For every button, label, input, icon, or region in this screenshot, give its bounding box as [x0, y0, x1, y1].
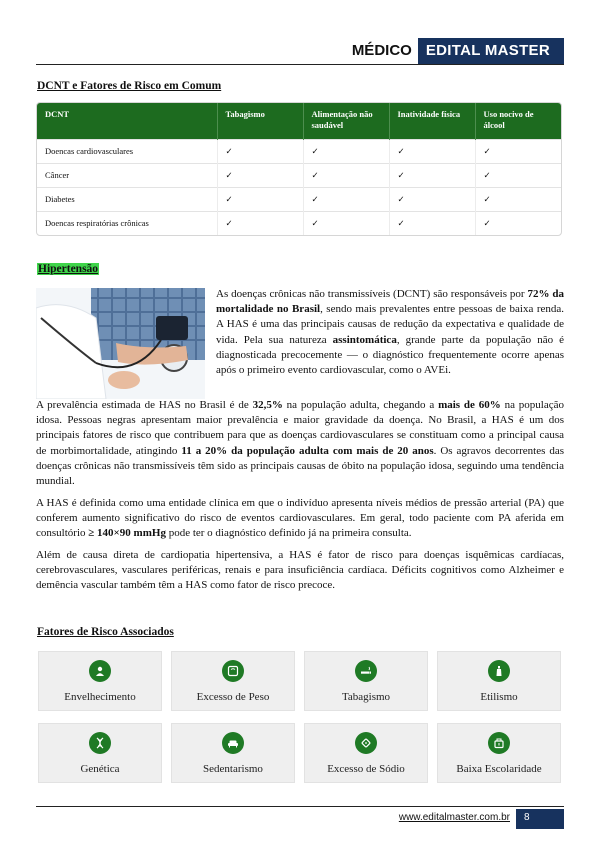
factor-label: Excesso de Peso [196, 691, 270, 703]
education-icon [488, 732, 510, 754]
header-rule [36, 64, 564, 65]
factor-card-excesso-peso [171, 651, 295, 711]
footer-rule [36, 806, 564, 807]
factor-card-excesso-sodio [304, 723, 428, 783]
table-cell: Doencas cardiovasculares [37, 139, 217, 163]
factor-label: Baixa Escolaridade [456, 763, 542, 775]
table-header-row [37, 103, 561, 139]
brand-medico: MÉDICO [351, 42, 412, 59]
couch-icon [222, 732, 244, 754]
check-icon: ✓ [217, 187, 303, 211]
check-icon: ✓ [303, 139, 389, 163]
check-icon: ✓ [303, 163, 389, 187]
risk-factor-grid [38, 651, 562, 783]
table-cell: Diabetes [37, 187, 217, 211]
table-cell: Câncer [37, 163, 217, 187]
fatores-title: Fatores de Risco Associados [37, 626, 174, 638]
factor-card-envelhecimento [38, 651, 162, 711]
factor-label: Etilismo [480, 691, 518, 703]
col-header: Alimentação não saudável [303, 103, 389, 139]
salt-icon [355, 732, 377, 754]
check-icon: ✓ [475, 187, 561, 211]
bottle-icon [488, 660, 510, 682]
factor-card-baixa-escolaridade [437, 723, 561, 783]
col-header: Uso nocivo de álcool [483, 109, 534, 131]
factor-label: Excesso de Sódio [327, 763, 405, 775]
cigarette-icon [355, 660, 377, 682]
check-icon: ✓ [217, 139, 303, 163]
factor-label: Envelhecimento [64, 691, 136, 703]
person-icon [89, 660, 111, 682]
factor-card-genetica [38, 723, 162, 783]
factor-card-sedentarismo [171, 723, 295, 783]
factor-card-tabagismo [304, 651, 428, 711]
factor-label: Tabagismo [341, 691, 391, 703]
check-icon: ✓ [475, 139, 561, 163]
footer [399, 809, 564, 829]
table-row [37, 187, 561, 211]
table-row [37, 139, 561, 163]
page-number: 8 [516, 809, 564, 829]
brand-edital-master: EDITAL MASTER [418, 38, 564, 64]
paragraph-prevalencia: A prevalência estimada de HAS no Brasil é de 32,5% na população adulta, chegando a mais de 60% na população idosa. Pessoas negras apresentam maior prevalência e maior gravidade da doença. No Brasil, a HAS é um dos principais fatores de risco que contribuem para que as doenças cardiovasculares se constituam como a principal causa de morbimortalidade, atingindo 11 a 20% da população adulta com mais de 20 anos. Os agravos decorrentes das doenças crônicas não transmissíveis têm sido as principais causas de óbito na população idosa, seguindo uma tendência mundial. [36, 399, 565, 488]
factor-card-etilismo [437, 651, 561, 711]
col-header: DCNT [37, 103, 217, 139]
check-icon: ✓ [303, 187, 389, 211]
doctor-measuring-bp-image [36, 288, 205, 399]
paragraph-definicao: A HAS é definida como uma entidade clínica em que o indivíduo apresenta níveis médios de pressão arterial (PA) que conferem aumento significativo do risco de eventos cardiovasculares. Em geral, todo paciente com PA aferida em consultório ≥ 140×90 mmHg pode ter o diagnóstico definido já na primeira consulta. [36, 497, 564, 540]
col-header: Tabagismo [217, 103, 303, 139]
check-icon: ✓ [389, 187, 475, 211]
check-icon: ✓ [217, 211, 303, 235]
header-brand [352, 38, 564, 64]
scale-icon [222, 660, 244, 682]
check-icon: ✓ [389, 163, 475, 187]
check-icon: ✓ [389, 139, 475, 163]
paragraph-dcnt: As doenças crônicas não transmissíveis (DCNT) são responsáveis por 72% da mortalidade no Brasil, sendo mais prevalentes entre pessoas de baixa renda. A HAS é uma das principais causas de redução da expectativa e qualidade de vida. Pela sua natureza assintomática, grande parte da população não é diagnosticada precocemente — o diagnóstico frequentemente ocorre apenas após o primeiro evento cardiovascular, como o AVEi. [216, 288, 565, 377]
table-section-title: DCNT e Fatores de Risco em Comum [37, 80, 222, 92]
check-icon: ✓ [217, 163, 303, 187]
paragraph-fator-risco: Além de causa direta de cardiopatia hipertensiva, a HAS é fator de risco para doenças isquêmicas cardíacas, cerebrovasculares, vasculares periféricas, renais e para insuficiência cardíaca. Déficits cognitivos como Alzheimer e demência vascular também têm a HAS como fator de risco precoce. [36, 549, 564, 592]
check-icon: ✓ [303, 211, 389, 235]
table-row [37, 211, 561, 235]
hipertensao-title: Hipertensão [38, 263, 99, 275]
check-icon: ✓ [389, 211, 475, 235]
blood-pressure-photo [36, 288, 205, 399]
check-icon: ✓ [475, 211, 561, 235]
table-row [37, 163, 561, 187]
factor-label: Genética [80, 763, 120, 775]
col-header: Inatividade física [389, 103, 475, 139]
footer-url-link[interactable]: www.editalmaster.com.br [398, 812, 510, 823]
table-cell: Doencas respiratórias crônicas [37, 211, 217, 235]
dcnt-table [36, 102, 562, 236]
check-icon: ✓ [475, 163, 561, 187]
factor-label: Sedentarismo [203, 763, 263, 775]
dna-icon [89, 732, 111, 754]
